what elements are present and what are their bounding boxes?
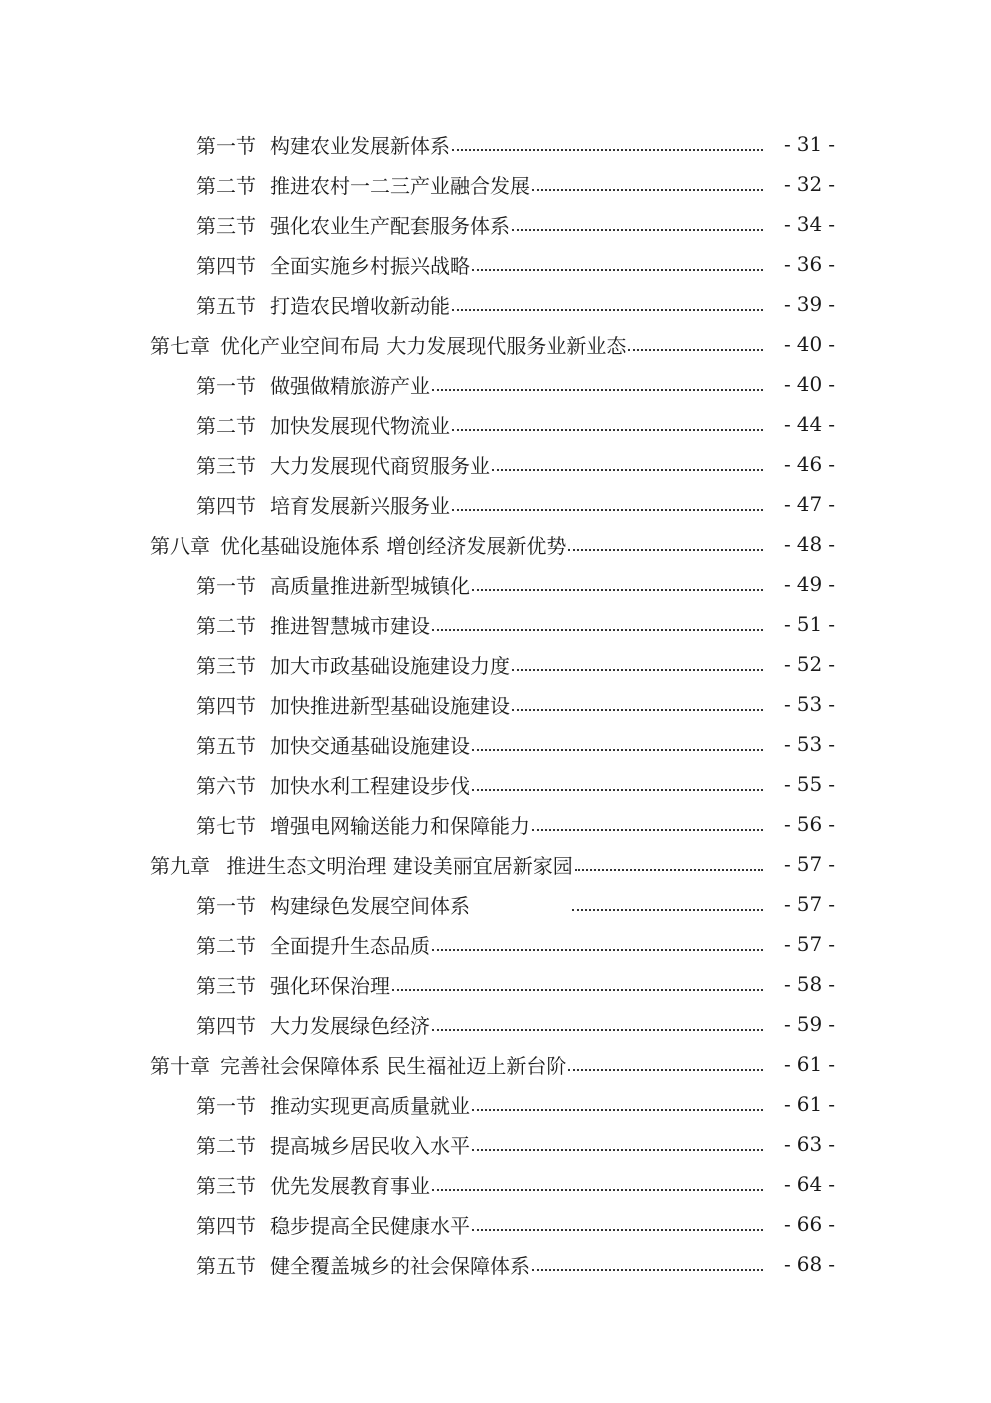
toc-entry-label: [196, 1090, 470, 1119]
page-dash: -: [828, 252, 835, 276]
page-dash: -: [828, 492, 835, 516]
page-number: 66: [796, 1212, 823, 1236]
page-number: 48: [796, 532, 823, 556]
page-dash: -: [784, 532, 791, 556]
page-dash: -: [784, 1052, 791, 1076]
dot-leader: [532, 1254, 763, 1274]
toc-section-entry[interactable]: [0, 444, 991, 484]
dot-leader: [472, 734, 763, 754]
toc-entry-number: 第一节: [196, 573, 256, 598]
page-dash: -: [828, 1252, 835, 1276]
toc-entry-label: [196, 490, 450, 519]
page-dash: -: [828, 892, 835, 916]
page-number: 61: [796, 1052, 823, 1076]
page-dash: -: [828, 972, 835, 996]
toc-entry-label: [196, 570, 470, 599]
dot-leader: [452, 134, 763, 154]
toc-entry-label: [196, 130, 450, 159]
page-dash: -: [784, 892, 791, 916]
toc-entry-page-number: [763, 452, 841, 476]
toc-section-entry[interactable]: [0, 1124, 991, 1164]
dot-leader: [512, 214, 763, 234]
page-number: 57: [796, 852, 823, 876]
dot-leader: [472, 1094, 763, 1114]
toc-entry-number: 第七章: [150, 333, 210, 358]
toc-entry-label: [196, 610, 430, 639]
toc-entry-page-number: [763, 652, 841, 676]
page-number: 46: [796, 452, 823, 476]
toc-entry-page-number: [763, 372, 841, 396]
dot-leader: [432, 1174, 763, 1194]
page-number: 58: [796, 972, 823, 996]
toc-entry-label: [150, 1050, 566, 1079]
page-dash: -: [828, 172, 835, 196]
toc-entry-page-number: [763, 132, 841, 156]
toc-entry-label: [196, 1250, 530, 1279]
dot-leader: [512, 654, 763, 674]
page-dash: -: [828, 1012, 835, 1036]
toc-chapter-entry[interactable]: [0, 1044, 991, 1084]
page-dash: -: [784, 1252, 791, 1276]
toc-entry-page-number: [763, 1212, 841, 1236]
toc-entry-title: 大力发展绿色经济: [270, 1013, 430, 1038]
page-dash: -: [828, 412, 835, 436]
page-number: 44: [796, 412, 823, 436]
page-dash: -: [784, 612, 791, 636]
toc-section-entry[interactable]: [0, 684, 991, 724]
dot-leader: [452, 494, 763, 514]
page-number: 57: [796, 892, 823, 916]
page-dash: -: [784, 452, 791, 476]
toc-entry-number: 第五节: [196, 733, 256, 758]
toc-section-entry[interactable]: [0, 724, 991, 764]
toc-entry-number: 第四节: [196, 693, 256, 718]
dot-leader: [492, 454, 763, 474]
page-dash: -: [784, 412, 791, 436]
toc-entry-number: 第六节: [196, 773, 256, 798]
toc-entry-title: 加快水利工程建设步伐: [270, 773, 470, 798]
toc-section-entry[interactable]: [0, 764, 991, 804]
toc-entry-title: 推进智慧城市建设: [270, 613, 430, 638]
page-dash: -: [784, 372, 791, 396]
toc-entry-page-number: [763, 252, 841, 276]
dot-leader: [472, 574, 763, 594]
toc-entry-label: [196, 370, 430, 399]
page-dash: -: [828, 652, 835, 676]
toc-entry-title: 推动实现更高质量就业: [270, 1093, 470, 1118]
toc-entry-title: 构建农业发展新体系: [270, 133, 450, 158]
toc-entry-page-number: [763, 1092, 841, 1116]
toc-entry-label: [150, 850, 573, 879]
toc-entry-title: 加快推进新型基础设施建设: [270, 693, 510, 718]
toc-entry-title: 推进农村一二三产业融合发展: [270, 173, 530, 198]
page-number: 31: [796, 132, 823, 156]
page-dash: -: [828, 212, 835, 236]
toc-entry-number: 第七节: [196, 813, 256, 838]
toc-entry-page-number: [763, 412, 841, 436]
dot-leader: [452, 294, 763, 314]
toc-entry-page-number: [763, 932, 841, 956]
toc-section-entry[interactable]: [0, 1204, 991, 1244]
toc-entry-page-number: [763, 292, 841, 316]
dot-leader: [572, 894, 763, 914]
page-dash: -: [784, 1012, 791, 1036]
toc-entry-title: 培育发展新兴服务业: [270, 493, 450, 518]
toc-entry-page-number: [763, 692, 841, 716]
toc-entry-title: 加快交通基础设施建设: [270, 733, 470, 758]
page-dash: -: [784, 1172, 791, 1196]
toc-entry-title: 打造农民增收新动能: [270, 293, 450, 318]
toc-entry-number: 第三节: [196, 1173, 256, 1198]
page-number: 64: [796, 1172, 823, 1196]
page-dash: -: [784, 652, 791, 676]
toc-chapter-entry[interactable]: [0, 844, 991, 884]
page-dash: -: [784, 692, 791, 716]
toc-entry-label: [196, 690, 510, 719]
toc-entry-title: 大力发展现代商贸服务业: [270, 453, 490, 478]
page-dash: -: [828, 1172, 835, 1196]
toc-entry-title: 优化基础设施体系 增创经济发展新优势: [220, 533, 567, 558]
page-number: 53: [796, 692, 823, 716]
toc-section-entry[interactable]: [0, 1164, 991, 1204]
page-dash: -: [784, 972, 791, 996]
page-dash: -: [784, 572, 791, 596]
toc-entry-title: 强化农业生产配套服务体系: [270, 213, 510, 238]
toc-entry-number: 第二节: [196, 933, 256, 958]
page-dash: -: [784, 132, 791, 156]
toc-entry-label: [196, 930, 430, 959]
toc-entry-label: [196, 1130, 470, 1159]
toc-entry-label: [196, 290, 450, 319]
toc-entry-label: [196, 770, 470, 799]
page-number: 63: [796, 1132, 823, 1156]
toc-entry-number: 第一节: [196, 1093, 256, 1118]
toc-section-entry[interactable]: [0, 964, 991, 1004]
toc-section-entry[interactable]: [0, 1004, 991, 1044]
page-dash: -: [828, 1092, 835, 1116]
toc-entry-page-number: [763, 972, 841, 996]
toc-entry-title: 强化环保治理: [270, 973, 390, 998]
dot-leader: [432, 614, 763, 634]
toc-entry-number: 第一节: [196, 133, 256, 158]
toc-entry-number: 第四节: [196, 1213, 256, 1238]
page-dash: -: [828, 1132, 835, 1156]
page-dash: -: [828, 292, 835, 316]
toc-section-entry[interactable]: [0, 564, 991, 604]
toc-entry-number: 第二节: [196, 613, 256, 638]
page-dash: -: [784, 932, 791, 956]
toc-entry-title: 全面实施乡村振兴战略: [270, 253, 470, 278]
page-number: 40: [796, 372, 823, 396]
toc-entry-title: 提高城乡居民收入水平: [270, 1133, 470, 1158]
page-number: 56: [796, 812, 823, 836]
toc-entry-number: 第一节: [196, 373, 256, 398]
dot-leader: [512, 694, 763, 714]
page-number: 55: [796, 772, 823, 796]
dot-leader: [472, 254, 763, 274]
toc-section-entry[interactable]: [0, 244, 991, 284]
toc-section-entry[interactable]: [0, 204, 991, 244]
page-dash: -: [828, 812, 835, 836]
toc-entry-title: 加大市政基础设施建设力度: [270, 653, 510, 678]
page-dash: -: [784, 1132, 791, 1156]
page-dash: -: [784, 332, 791, 356]
toc-entry-number: 第十章: [150, 1053, 210, 1078]
dot-leader: [532, 814, 763, 834]
page-dash: -: [828, 132, 835, 156]
dot-leader: [472, 774, 763, 794]
page-dash: -: [828, 452, 835, 476]
toc-section-entry[interactable]: [0, 924, 991, 964]
toc-section-entry[interactable]: [0, 484, 991, 524]
page-dash: -: [828, 332, 835, 356]
toc-entry-title: 做强做精旅游产业: [270, 373, 430, 398]
toc-entry-page-number: [763, 812, 841, 836]
page-dash: -: [828, 1212, 835, 1236]
dot-leader: [432, 1014, 763, 1034]
toc-entry-label: [196, 450, 490, 479]
toc-entry-number: 第五节: [196, 1253, 256, 1278]
page-dash: -: [784, 252, 791, 276]
toc-section-entry[interactable]: [0, 804, 991, 844]
toc-entry-number: 第八章: [150, 533, 210, 558]
page-number: 47: [796, 492, 823, 516]
toc-entry-number: 第三节: [196, 213, 256, 238]
toc-section-entry[interactable]: [0, 604, 991, 644]
toc-entry-page-number: [763, 1012, 841, 1036]
toc-entry-page-number: [763, 892, 841, 916]
toc-entry-label: [196, 1010, 430, 1039]
toc-entry-number: 第四节: [196, 493, 256, 518]
dot-leader: [532, 174, 763, 194]
page-number: 32: [796, 172, 823, 196]
dot-leader: [432, 934, 763, 954]
toc-entry-title: 优先发展教育事业: [270, 1173, 430, 1198]
toc-entry-title: 增强电网输送能力和保障能力: [270, 813, 530, 838]
dot-leader: [452, 414, 763, 434]
toc-entry-label: [196, 730, 470, 759]
toc-entry-title: 优化产业空间布局 大力发展现代服务业新业态: [220, 333, 627, 358]
toc-entry-page-number: [763, 1252, 841, 1276]
toc-entry-number: 第四节: [196, 253, 256, 278]
page-dash: -: [828, 532, 835, 556]
toc-entry-page-number: [763, 1172, 841, 1196]
page-dash: -: [828, 772, 835, 796]
page-number: 40: [796, 332, 823, 356]
toc-entry-number: 第四节: [196, 1013, 256, 1038]
toc-entry-number: 第二节: [196, 1133, 256, 1158]
toc-section-entry[interactable]: [0, 164, 991, 204]
toc-entry-label: [196, 970, 390, 999]
toc-entry-number: 第二节: [196, 413, 256, 438]
toc-entry-title: 高质量推进新型城镇化: [270, 573, 470, 598]
dot-leader: [472, 1134, 763, 1154]
toc-entry-label: [196, 1210, 470, 1239]
toc-entry-number: 第三节: [196, 653, 256, 678]
toc-entry-label: [196, 810, 530, 839]
toc-entry-number: 第一节: [196, 893, 256, 918]
page-dash: -: [828, 732, 835, 756]
toc-section-entry[interactable]: [0, 284, 991, 324]
page-number: 52: [796, 652, 823, 676]
page-dash: -: [828, 932, 835, 956]
page-number: 36: [796, 252, 823, 276]
toc-entry-page-number: [763, 332, 841, 356]
page-dash: -: [784, 212, 791, 236]
toc-entry-title: 推进生态文明治理 建设美丽宜居新家园: [220, 853, 573, 878]
dot-leader: [472, 1214, 763, 1234]
toc-entry-label: [150, 330, 626, 359]
dot-leader: [568, 534, 763, 554]
page-dash: -: [784, 292, 791, 316]
page-dash: -: [828, 852, 835, 876]
toc-entry-title: 完善社会保障体系 民生福祉迈上新台阶: [220, 1053, 567, 1078]
dot-leader: [575, 854, 763, 874]
toc-section-entry[interactable]: [0, 644, 991, 684]
toc-entry-label: [196, 1170, 430, 1199]
toc-entry-page-number: [763, 532, 841, 556]
dot-leader: [432, 374, 763, 394]
toc-entry-page-number: [763, 172, 841, 196]
page-number: 49: [796, 572, 823, 596]
page-dash: -: [784, 172, 791, 196]
toc-entry-label: [196, 210, 510, 239]
page-dash: -: [828, 692, 835, 716]
toc-entry-page-number: [763, 732, 841, 756]
page-dash: -: [784, 852, 791, 876]
toc-entry-page-number: [763, 572, 841, 596]
page-number: 68: [796, 1252, 823, 1276]
page-number: 34: [796, 212, 823, 236]
dot-leader: [392, 974, 763, 994]
toc-entry-page-number: [763, 772, 841, 796]
toc-entry-number: 第九章: [150, 853, 210, 878]
page-number: 61: [796, 1092, 823, 1116]
toc-entry-label: [150, 530, 566, 559]
toc-entry-label: [196, 410, 450, 439]
toc-entry-title: 稳步提高全民健康水平: [270, 1213, 470, 1238]
toc-entry-title: 加快发展现代物流业: [270, 413, 450, 438]
toc-entry-number: 第三节: [196, 453, 256, 478]
toc-entry-label: [196, 250, 470, 279]
table-of-contents: [0, 124, 991, 1284]
toc-section-entry[interactable]: [0, 124, 991, 164]
toc-entry-title: 全面提升生态品质: [270, 933, 430, 958]
toc-entry-page-number: [763, 852, 841, 876]
toc-entry-number: 第三节: [196, 973, 256, 998]
page-number: 57: [796, 932, 823, 956]
page-dash: -: [784, 1212, 791, 1236]
page-number: 59: [796, 1012, 823, 1036]
toc-entry-title: 构建绿色发展空间体系: [270, 893, 470, 918]
page-number: 51: [796, 612, 823, 636]
page-dash: -: [828, 612, 835, 636]
toc-chapter-entry[interactable]: [0, 324, 991, 364]
dot-leader: [568, 1054, 763, 1074]
toc-entry-number: 第二节: [196, 173, 256, 198]
dot-leader: [628, 334, 763, 354]
toc-section-entry[interactable]: [0, 1244, 991, 1284]
toc-entry-page-number: [763, 612, 841, 636]
toc-entry-page-number: [763, 212, 841, 236]
toc-section-entry[interactable]: [0, 404, 991, 444]
page-dash: -: [828, 372, 835, 396]
page-dash: -: [784, 1092, 791, 1116]
toc-entry-label: [196, 890, 470, 919]
page-dash: -: [784, 732, 791, 756]
toc-section-entry[interactable]: [0, 884, 991, 924]
toc-entry-label: [196, 650, 510, 679]
toc-chapter-entry[interactable]: [0, 524, 991, 564]
toc-entry-label: [196, 170, 530, 199]
page-dash: -: [784, 492, 791, 516]
toc-entry-page-number: [763, 1052, 841, 1076]
page-dash: -: [828, 572, 835, 596]
toc-entry-page-number: [763, 1132, 841, 1156]
page-number: 53: [796, 732, 823, 756]
page-dash: -: [784, 772, 791, 796]
toc-entry-page-number: [763, 492, 841, 516]
toc-section-entry[interactable]: [0, 1084, 991, 1124]
toc-entry-number: 第五节: [196, 293, 256, 318]
toc-entry-title: 健全覆盖城乡的社会保障体系: [270, 1253, 530, 1278]
page-number: 39: [796, 292, 823, 316]
toc-section-entry[interactable]: [0, 364, 991, 404]
page-dash: -: [784, 812, 791, 836]
page-dash: -: [828, 1052, 835, 1076]
